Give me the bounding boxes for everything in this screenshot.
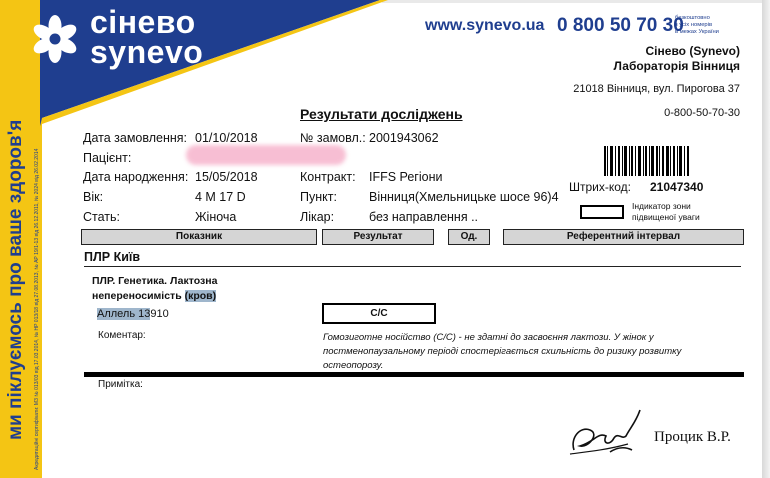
result-value: C/C (322, 303, 436, 324)
column-result: Результат (322, 229, 434, 245)
column-reference: Референтний інтервал (503, 229, 744, 245)
order-number-label: № замовл.: (300, 131, 366, 145)
accreditation-text: Акредитаційні сертифікати: МЗ № 013/03 від 17.03.2014, № НР 013/18 від 27.08.2013, № АР 19/1-13 від 26.12.2011, № 2024 від 26.02.2014 (34, 148, 40, 470)
attention-indicator-label: Індикатор зони підвищеної уваги (632, 201, 700, 222)
order-number: 2001943062 (369, 131, 439, 145)
lab-phone: 0-800-50-70-30 (664, 107, 740, 119)
sex: Жіноча (195, 210, 237, 224)
allele-highlight: Аллель 13 (97, 308, 151, 320)
brand-tagline: ми піклуємось про ваше здоров'я (5, 119, 26, 440)
collection-point: Вінниця(Хмельницьке шосе 96)4 (369, 190, 559, 204)
column-indicator: Показник (81, 229, 317, 245)
patient-label: Пацієнт: (83, 151, 132, 165)
birth-date-label: Дата народження: (83, 170, 189, 184)
brand-name-en: synevo (90, 34, 204, 70)
sex-label: Стать: (83, 210, 120, 224)
website: www.synevo.ua (425, 17, 545, 34)
redacted-patient-name (186, 145, 346, 165)
section-title: ПЛР Київ (84, 250, 141, 264)
doctor-label: Лікар: (300, 210, 335, 224)
table-end-bar (84, 372, 744, 377)
note-label: Примітка: (98, 379, 143, 390)
barcode-image (604, 146, 690, 176)
barcode-value: 21047340 (650, 180, 704, 194)
order-date: 01/10/2018 (195, 131, 258, 145)
age-label: Вік: (83, 190, 104, 204)
allele-row-label: Аллель 13910 (97, 308, 169, 320)
hotline-note: безкоштовно з усіх номерів в межах України (675, 15, 719, 35)
contract: IFFS Регіони (369, 170, 443, 184)
handwritten-signature (566, 402, 656, 462)
brand-name-ua: сінево (90, 4, 196, 40)
barcode-label: Штрих-код: (569, 180, 631, 194)
flower-logo-icon (28, 12, 82, 66)
point-label: Пункт: (300, 190, 337, 204)
comment-label: Коментар: (98, 330, 146, 341)
doctor: без направлення .. (369, 210, 479, 224)
page-edge (762, 0, 770, 478)
contract-label: Контракт: (300, 170, 356, 184)
age: 4 M 17 D (195, 190, 246, 204)
document-title: Результати досліджень (300, 106, 463, 122)
order-date-label: Дата замовлення: (83, 131, 188, 145)
section-divider (84, 266, 741, 267)
column-units: Од. (448, 229, 490, 245)
signatory-name: Процик В.Р. (654, 429, 731, 445)
birth-date: 15/05/2018 (195, 170, 258, 184)
lab-name: Лабораторія Вінниця (613, 59, 740, 73)
company-name: Сінево (Synevo) (645, 44, 740, 58)
lab-address: 21018 Вінниця, вул. Пирогова 37 (573, 83, 740, 95)
comment-text: Гомозиготне носійство (C/C) - не здатні до засвоєння лактози. У жінок у постменопаузальному періоді спостерігається схильність до ризику розвитку остеопорозу. (323, 332, 682, 371)
attention-indicator-box (580, 205, 624, 219)
top-border (382, 0, 762, 3)
hotline-phone: 0 800 50 70 30 (557, 15, 684, 36)
test-name: ПЛР. Генетика. Лактозна непереносимість (кров) (92, 275, 218, 302)
